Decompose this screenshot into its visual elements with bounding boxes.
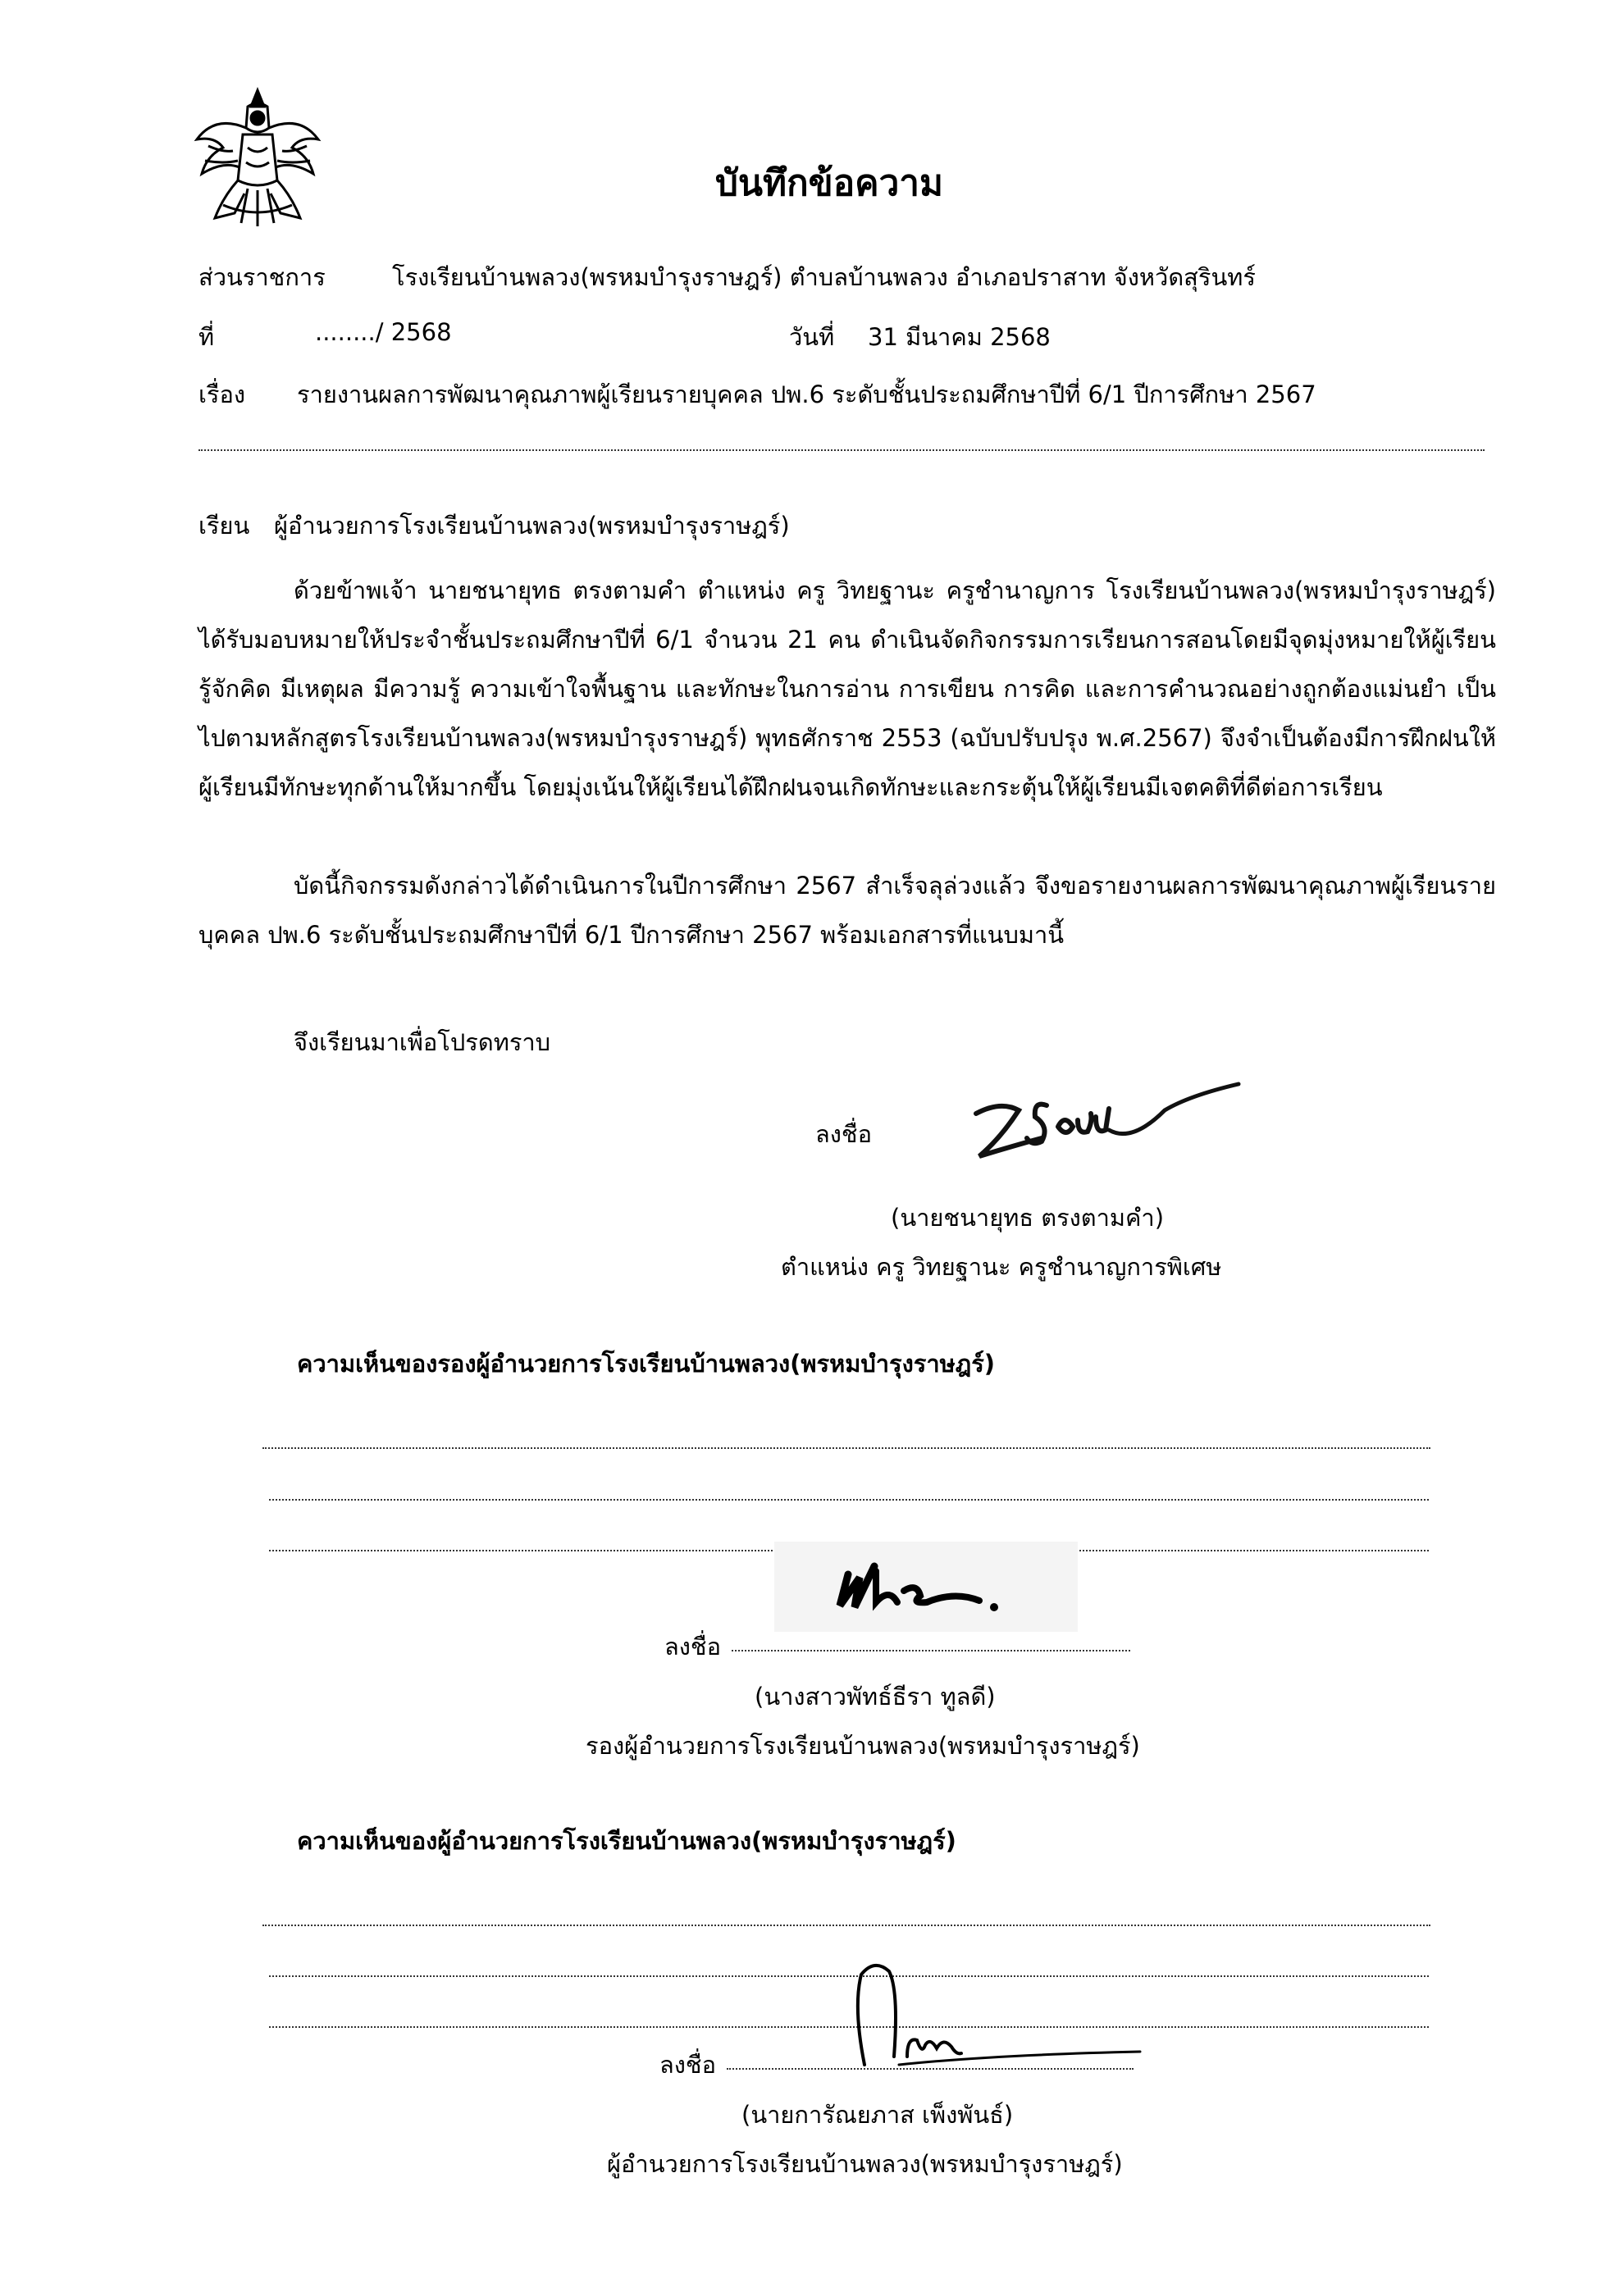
director-opinion-line-1 bbox=[262, 1925, 1430, 1926]
deputy-opinion-heading: ความเห็นของรองผู้อำนวยการโรงเรียนบ้านพลวง(พรหมบำรุงราษฎร์) bbox=[297, 1350, 996, 1378]
director-name: (นายการัณยภาส เพ็งพันธ์) bbox=[741, 2101, 1014, 2129]
director-opinion-heading: ความเห็นของผู้อำนวยการโรงเรียนบ้านพลวง(พรหมบำรุงราษฎร์) bbox=[297, 1827, 956, 1855]
sign-label-teacher: ลงชื่อ bbox=[815, 1120, 873, 1148]
date-value: 31 มีนาคม 2568 bbox=[868, 323, 1051, 351]
deputy-opinion-line-1 bbox=[262, 1447, 1430, 1449]
sign-label-director: ลงชื่อ bbox=[659, 2051, 717, 2079]
agency-value: โรงเรียนบ้านพลวง(พรหมบำรุงราษฎร์) ตำบลบ้านพลวง อำเภอปราสาท จังหวัดสุรินทร์ bbox=[392, 263, 1256, 291]
garuda-emblem-icon bbox=[190, 82, 325, 230]
salutation-label: เรียน bbox=[198, 512, 250, 540]
deputy-position: รองผู้อำนวยการโรงเรียนบ้านพลวง(พรหมบำรุงราษฎร์) bbox=[586, 1732, 1140, 1760]
salutation-recipient: ผู้อำนวยการโรงเรียนบ้านพลวง(พรหมบำรุงราษฎร์) bbox=[274, 512, 790, 540]
memo-title: บันทึกข้อความ bbox=[715, 162, 944, 204]
subject-label: เรื่อง bbox=[198, 380, 246, 408]
closing-text: จึงเรียนมาเพื่อโปรดทราบ bbox=[294, 1028, 551, 1056]
deputy-opinion-line-2 bbox=[269, 1499, 1429, 1501]
deputy-name: (นางสาวพัทธ์ธีรา ทูลดี) bbox=[755, 1683, 996, 1711]
deputy-signature-icon bbox=[774, 1542, 1078, 1632]
date-label: วันที่ bbox=[789, 323, 835, 351]
ref-value: ......../ 2568 bbox=[315, 318, 452, 346]
teacher-name: (นายชนายุทธ ตรงตามคำ) bbox=[891, 1204, 1165, 1232]
director-position: ผู้อำนวยการโรงเรียนบ้านพลวง(พรหมบำรุงราษฎร์) bbox=[607, 2150, 1123, 2178]
body-paragraph-1: ด้วยข้าพเจ้า นายชนายุทธ ตรงตามคำ ตำแหน่ง ครู วิทยฐานะ ครูชำนาญการ โรงเรียนบ้านพลวง(พรหมบำรุงราษฎร์) ได้รับมอบหมายให้ประจำชั้นประถมศึกษาปีที่ 6/1 จำนวน 21 คน ดำเนินจัดกิจกรรมการเรียนการสอนโดยมีจุดมุ่งหมายให้ผู้เรียน รู้จักคิด มีเหตุผล มีความรู้ ความเข้าใจพื้นฐาน และทักษะในการอ่าน การเขียน การคิด และการคำนวณอย่างถูกต้องแม่นยำ เป็นไปตามหลักสูตรโรงเรียนบ้านพลวง(พรหมบำรุงราษฎร์) พุทธศักราช 2553 (ฉบับปรับปรุง พ.ศ.2567) จึงจำเป็นต้องมีการฝึกฝนให้ผู้เรียนมีทักษะทุกด้านให้มากขึ้น โดยมุ่งเน้นให้ผู้เรียนได้ฝึกฝนจนเกิดทักษะและกระตุ้นให้ผู้เรียนมีเจตคติที่ดีต่อการเรียน bbox=[198, 576, 1496, 801]
ref-label: ที่ bbox=[198, 323, 215, 351]
teacher-position: ตำแหน่ง ครู วิทยฐานะ ครูชำนาญการพิเศษ bbox=[781, 1253, 1222, 1281]
sign-label-deputy: ลงชื่อ bbox=[664, 1633, 722, 1660]
body-paragraph-2: บัดนี้กิจกรรมดังกล่าวได้ดำเนินการในปีการศึกษา 2567 สำเร็จลุล่วงแล้ว จึงขอรายงานผลการพัฒนาคุณภาพผู้เรียนรายบุคคล ปพ.6 ระดับชั้นประถมศึกษาปีที่ 6/1 ปีการศึกษา 2567 พร้อมเอกสารที่แนบมานี้ bbox=[198, 872, 1496, 949]
header-divider bbox=[198, 449, 1485, 451]
deputy-sign-line bbox=[732, 1650, 1130, 1651]
teacher-signature-icon bbox=[968, 1081, 1263, 1171]
agency-label: ส่วนราชการ bbox=[198, 263, 326, 291]
subject-value: รายงานผลการพัฒนาคุณภาพผู้เรียนรายบุคคล ปพ.6 ระดับชั้นประถมศึกษาปีที่ 6/1 ปีการศึกษา 2567 bbox=[297, 380, 1316, 408]
director-signature-icon bbox=[828, 1958, 1173, 2081]
director-sign-line bbox=[727, 2068, 1134, 2070]
